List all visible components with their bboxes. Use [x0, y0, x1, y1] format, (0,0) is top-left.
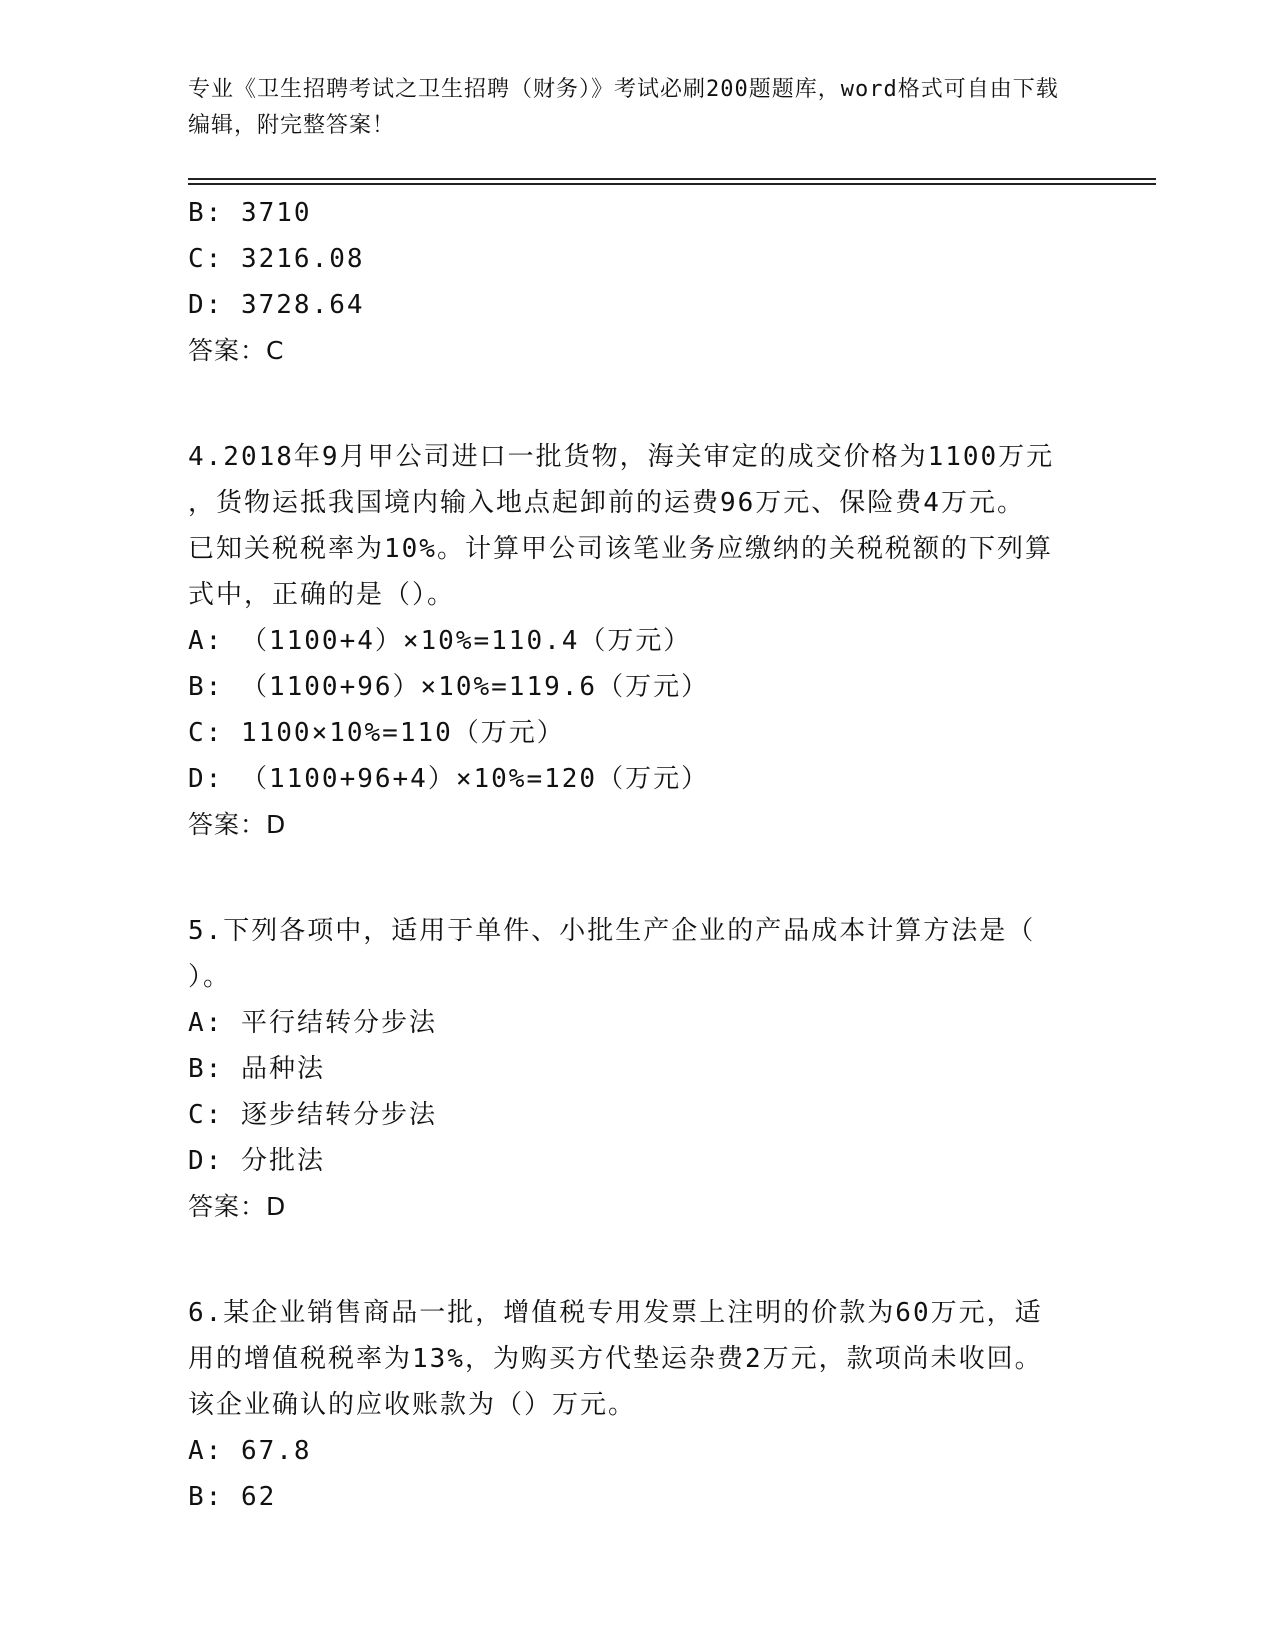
option-d: D: 3728.64: [188, 290, 365, 320]
question-stem-line: 用的增值税税率为13%，为购买方代垫运杂费2万元，款项尚未收回。: [188, 1344, 1043, 1374]
question-stem-line: ）。: [188, 962, 232, 992]
question-3: [188, 190, 1088, 374]
question-stem-line: ，货物运抵我国境内输入地点起卸前的运费96万元、保险费4万元。: [188, 488, 1025, 518]
spacer: [188, 374, 1088, 434]
spacer: [188, 1230, 1088, 1290]
question-stem-line: 4.2018年9月甲公司进口一批货物，海关审定的成交价格为1100万元: [188, 442, 1055, 472]
question-stem-line: 该企业确认的应收账款为（）万元。: [188, 1390, 637, 1420]
option-a: A: 平行结转分步法: [188, 1008, 437, 1038]
option-a: A: （1100+4）×10%=110.4（万元）: [188, 626, 692, 656]
answer: 答案：C: [188, 336, 285, 365]
answer: 答案：D: [188, 1192, 287, 1221]
question-4: [188, 434, 1088, 848]
option-c: C: 逐步结转分步法: [188, 1100, 437, 1130]
option-b: B: 品种法: [188, 1054, 325, 1084]
document-body: [188, 190, 1088, 1520]
option-b: B: 3710: [188, 198, 312, 228]
question-stem-line: 已知关税税率为10%。计算甲公司该笔业务应缴纳的关税税额的下列算: [188, 534, 1053, 564]
header-rule-bottom: [188, 183, 1156, 185]
header-rule-top: [188, 178, 1156, 180]
option-b: B: 62: [188, 1482, 277, 1512]
question-stem-line: 式中，正确的是（）。: [188, 580, 456, 610]
document-header: 专业《卫生招聘考试之卫生招聘（财务）》考试必刷200题题库，word格式可自由下载编辑，附完整答案！: [188, 77, 1059, 138]
answer: 答案：D: [188, 810, 287, 839]
option-c: C: 3216.08: [188, 244, 365, 274]
question-stem-line: 6.某企业销售商品一批，增值税专用发票上注明的价款为60万元，适: [188, 1298, 1043, 1328]
option-c: C: 1100×10%=110（万元）: [188, 718, 565, 748]
question-stem-line: 5.下列各项中，适用于单件、小批生产企业的产品成本计算方法是（: [188, 916, 1036, 946]
option-d: D: 分批法: [188, 1146, 325, 1176]
option-b: B: （1100+96）×10%=119.6（万元）: [188, 672, 710, 702]
question-5: [188, 908, 1088, 1230]
spacer: [188, 848, 1088, 908]
option-a: A: 67.8: [188, 1436, 312, 1466]
option-d: D: （1100+96+4）×10%=120（万元）: [188, 764, 710, 794]
question-6: [188, 1290, 1088, 1520]
